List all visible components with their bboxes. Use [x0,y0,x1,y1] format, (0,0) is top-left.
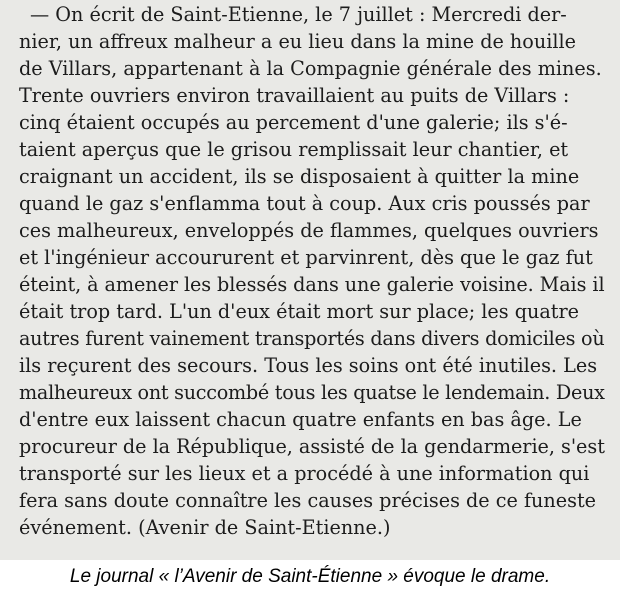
article-line: de Villars, appartenant à la Compagnie générale des mines. [19,58,602,80]
article-line: fera sans doute connaître les causes précises de ce funeste [19,490,597,512]
article-line: ces malheureux, enveloppés de flammes, quelques ouvriers [19,220,599,242]
article-line: transporté sur les lieux et a procédé à une information qui [19,463,590,485]
article-line: Trente ouvriers environ travaillaient au puits de Villars : [19,85,570,107]
article-line: autres furent vainement transportés dans divers domiciles où [19,328,605,350]
article-line: malheureux ont succombé tous les quatse le lendemain. Deux [19,382,605,404]
article-line: — On écrit de Saint-Etienne, le 7 juillet : Mercredi der- [30,4,567,26]
article-line: d'entre eux laissent chacun quatre enfants en bas âge. Le [19,409,582,431]
article-line: et l'ingénieur accoururent et parvinrent, dès que le gaz fut [19,247,593,269]
article-line: était trop tard. L'un d'eux était mort sur place; les quatre [19,301,580,323]
article-line: procureur de la République, assisté de la gendarmerie, s'est [19,436,605,458]
article-line: nier, un affreux malheur a eu lieu dans la mine de houille [19,31,576,53]
article-line: quand le gaz s'enflamma tout à coup. Aux cris poussés par [19,193,590,215]
image-caption: Le journal « l’Avenir de Saint-Étienne » évoque le drame. [0,560,620,594]
article-line: événement. (Avenir de Saint-Etienne.) [19,517,391,539]
article-line: ils reçurent des secours. Tous les soins ont été inutiles. Les [19,355,598,377]
article-line: éteint, à amener les blessés dans une galerie voisine. Mais il [19,274,605,296]
article-line: taient aperçus que le grisou remplissait leur chantier, et [19,139,569,161]
article-line: cinq étaient occupés au percement d'une galerie; ils s'é- [19,112,568,134]
article-line: craignant un accident, ils se disposaient à quitter la mine [19,166,580,188]
